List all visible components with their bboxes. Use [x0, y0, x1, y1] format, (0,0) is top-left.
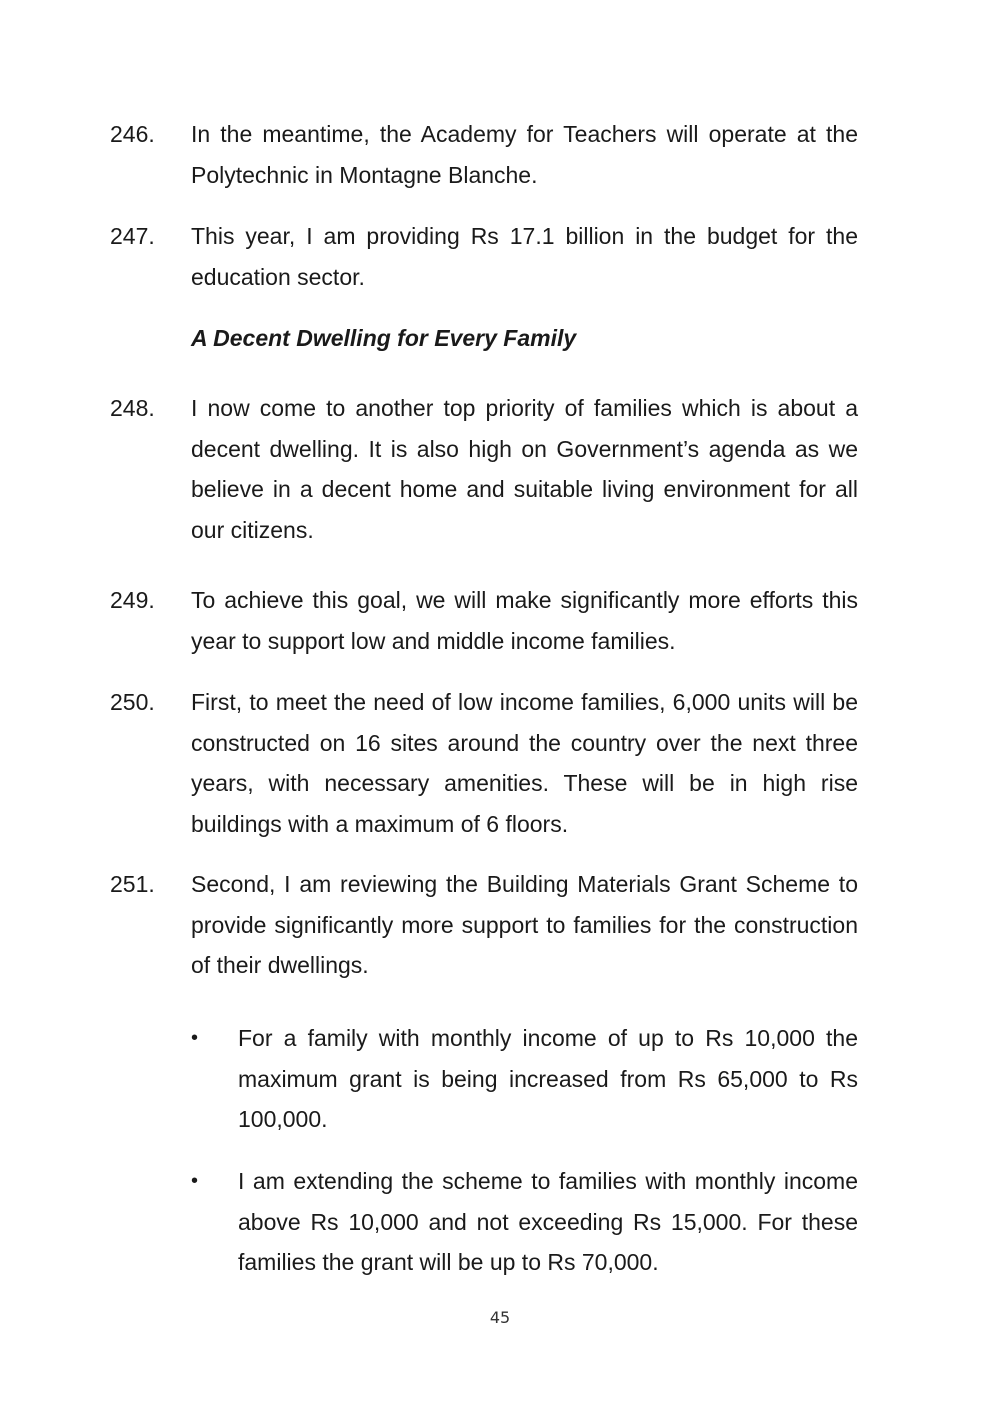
paragraph-number: 246. [110, 121, 155, 147]
paragraph-249 [110, 580, 858, 661]
paragraph-text: This year, I am providing Rs 17.1 billion in the budget for the education sector. [191, 223, 858, 290]
paragraph-number: 247. [110, 223, 155, 249]
bullet-icon: • [191, 1170, 199, 1192]
paragraph-number: 251. [110, 871, 155, 897]
bullet-item [191, 1018, 858, 1140]
paragraph-text: In the meantime, the Academy for Teachers will operate at the Polytechnic in Montagne Blanche. [191, 121, 858, 188]
page-number: 45 [489, 1308, 511, 1327]
paragraph-text: I now come to another top priority of families which is about a decent dwelling. It is also high on Government’s agenda as we believe in a decent home and suitable living environment for all our citizens. [191, 395, 858, 543]
section-heading: A Decent Dwelling for Every Family [191, 325, 577, 351]
paragraph-246 [110, 114, 858, 195]
bullet-text: For a family with monthly income of up to Rs 10,000 the maximum grant is being increased from Rs 65,000 to Rs 100,000. [238, 1025, 858, 1132]
bullet-item [191, 1161, 858, 1283]
paragraph-248 [110, 388, 858, 550]
paragraph-247 [110, 216, 858, 297]
bullet-text: I am extending the scheme to families with monthly income above Rs 10,000 and not exceeding Rs 15,000. For these families the grant will be up to Rs 70,000. [238, 1168, 858, 1275]
paragraph-text: First, to meet the need of low income families, 6,000 units will be constructed on 16 sites around the country over the next three years, with necessary amenities. These will be in high rise buildings with a maximum of 6 floors. [191, 689, 858, 837]
paragraph-number: 248. [110, 395, 155, 421]
bullet-icon: • [191, 1027, 199, 1049]
paragraph-text: To achieve this goal, we will make significantly more efforts this year to support low and middle income families. [191, 587, 858, 654]
paragraph-250 [110, 682, 858, 844]
paragraph-number: 250. [110, 689, 155, 715]
paragraph-251 [110, 864, 858, 986]
paragraph-number: 249. [110, 587, 155, 613]
paragraph-text: Second, I am reviewing the Building Materials Grant Scheme to provide significantly more support to families for the construction of their dwellings. [191, 871, 858, 978]
